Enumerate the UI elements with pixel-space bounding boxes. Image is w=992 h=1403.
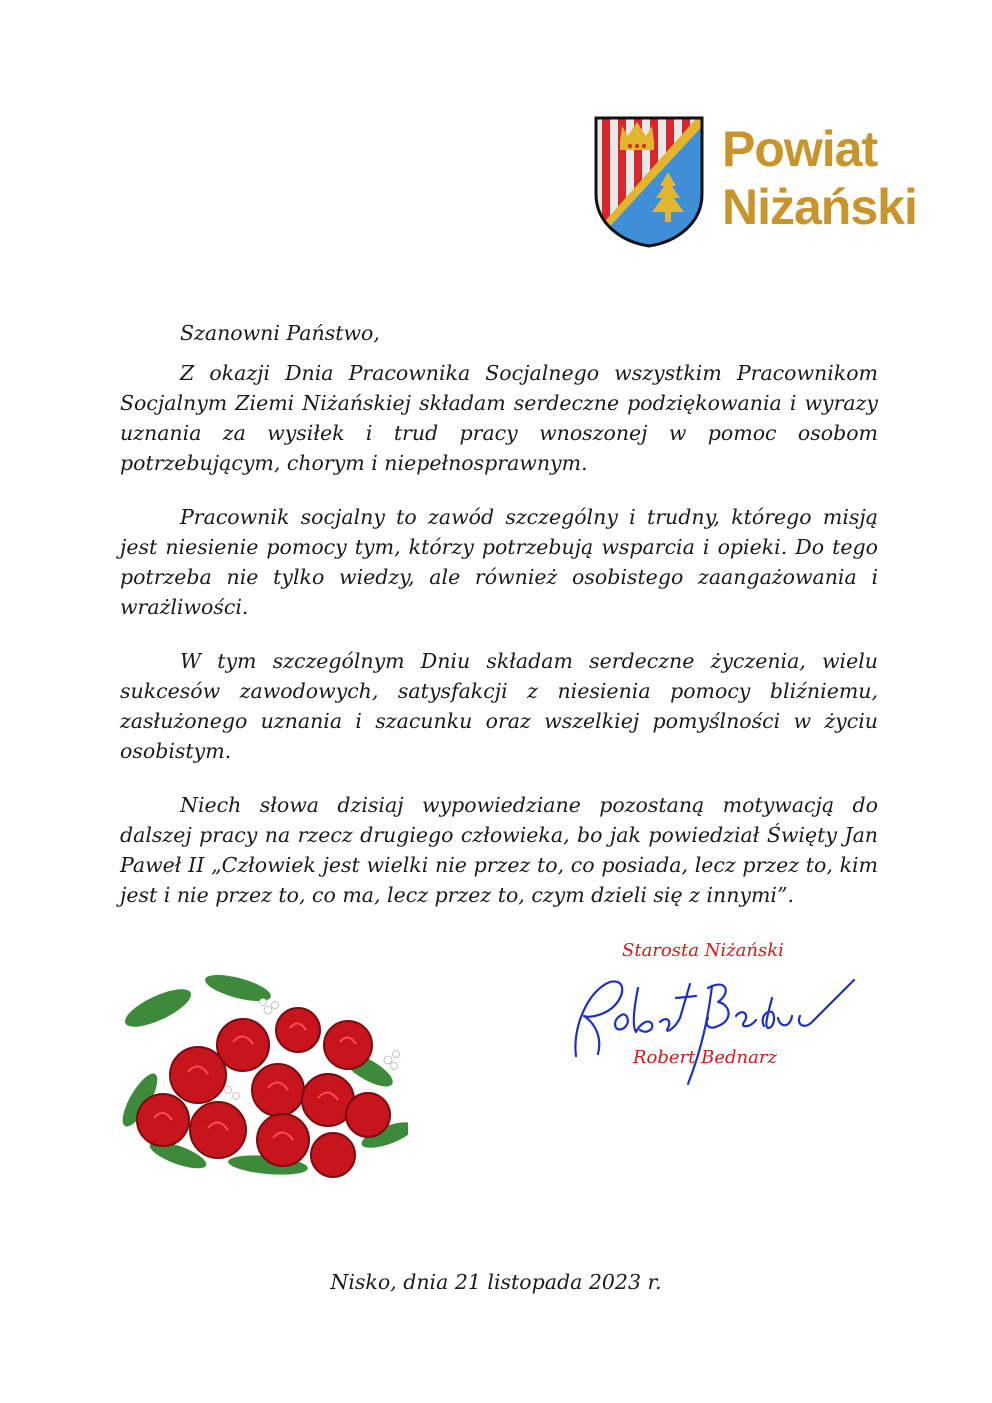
paragraph-4: Niech słowa dzisiaj wypowiedziane pozostaną motywacją do dalszej pracy na rzecz drugiego człowieka, bo jak powiedział Święty Jan Paweł II „Człowiek jest wielki nie przez to, co posiada, lecz przez to, kim jest i nie przez to, co ma, lecz przez to, czym dzieli się z innymi”. [120,793,878,907]
header-logo [590,112,920,252]
paragraph-2: Pracownik socjalny to zawód szczególny i trudny, którego misją jest niesienie pomocy tym, którzy potrzebują wsparcia i opieki. Do tego potrzeba nie tylko wiedzy, ale również osobistego zaangażowania i wrażliwości. [120,505,878,619]
signature-title: Starosta Niżański [622,940,784,961]
handwritten-signature [568,968,868,1098]
paragraph-1: Z okazji Dnia Pracownika Socjalnego wszystkim Pracownikom Socjalnym Ziemi Niżańskiej składam serdeczne podziękowania i wyrazy uznania za wysiłek i trud pracy wnoszonej w pomoc osobom potrzebującym, chorym i niepełnosprawnym. [120,361,878,475]
coat-of-arms-icon [590,112,708,250]
letter-body [120,318,878,934]
brand-line-1: Powiat [722,121,878,177]
signature-name: Robert Bednarz [633,1047,777,1068]
roses-bouquet-image [118,950,408,1190]
salutation: Szanowni Państwo, [180,321,380,345]
date-line: Nisko, dnia 21 listopada 2023 r. [330,1270,662,1294]
brand-line-2: Niżański [722,179,917,235]
paragraph-3: W tym szczególnym Dniu składam serdeczne życzenia, wielu sukcesów zawodowych, satysfakcji z niesienia pomocy bliźniemu, zasłużonego uznania i szacunku oraz wszelkiej pomyślności w życiu osobistym. [120,649,878,763]
